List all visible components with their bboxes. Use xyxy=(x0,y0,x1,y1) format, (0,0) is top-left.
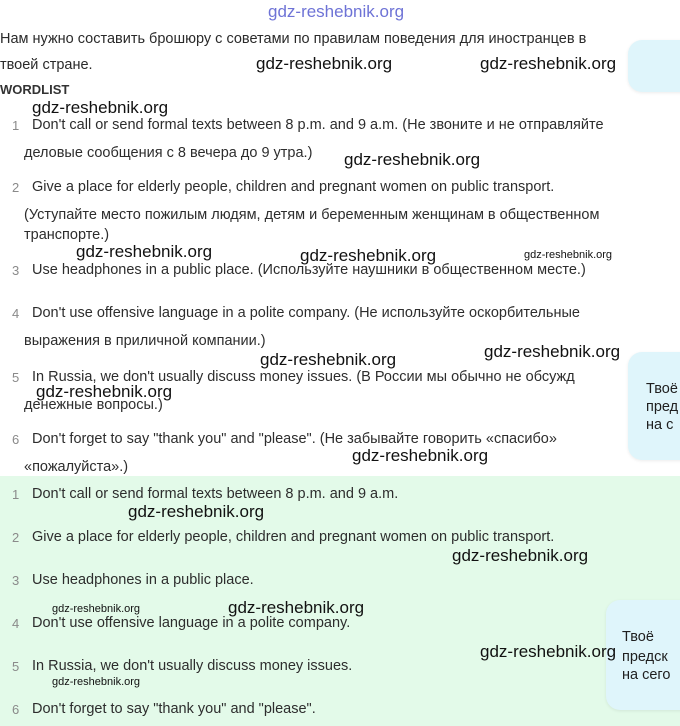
watermark: gdz-reshebnik.org xyxy=(32,98,169,117)
item-number: 3 xyxy=(12,573,20,588)
watermark: gdz-reshebnik.org xyxy=(128,502,265,521)
item-number: 1 xyxy=(12,118,20,133)
item-line: Use headphones in a public place. xyxy=(32,572,254,588)
watermark-top: gdz-reshebnik.org xyxy=(268,2,405,21)
item-line: Don't forget to say "thank you" and "please". xyxy=(32,701,316,717)
item-number: 4 xyxy=(12,616,20,631)
item-number: 6 xyxy=(12,432,20,447)
item-line: Don't forget to say "thank you" and "please". (Не забывайте говорить «спасибо» xyxy=(32,431,557,447)
watermark: gdz-reshebnik.org xyxy=(260,350,397,369)
watermark: gdz-reshebnik.org xyxy=(256,54,393,73)
watermark: gdz-reshebnik.org xyxy=(524,249,613,261)
intro-line-1: Нам нужно составить брошюру с советами по правилам поведения для иностранцев в xyxy=(0,31,587,47)
item-line: деловые сообщения с 8 вечера до 9 утра.) xyxy=(24,145,313,161)
watermark: gdz-reshebnik.org xyxy=(352,446,489,465)
item-line: (Уступайте место пожилым людям, детям и беременным женщинам в общественном xyxy=(24,207,600,223)
item-line: Don't call or send formal texts between 8 p.m. and 9 a.m. xyxy=(32,486,399,502)
item-line: In Russia, we don't usually discuss money issues. (В России мы обычно не обсужд xyxy=(32,369,575,385)
bubble-bottom-line: на сего xyxy=(622,667,671,683)
bubble-bottom-line: предск xyxy=(622,649,668,665)
wordlist-heading: WORDLIST xyxy=(0,82,70,97)
watermark: gdz-reshebnik.org xyxy=(344,150,481,169)
item-line: Don't use offensive language in a polite company. (Не используйте оскорбительные xyxy=(32,305,580,321)
watermark: gdz-reshebnik.org xyxy=(300,246,437,265)
watermark: gdz-reshebnik.org xyxy=(480,642,617,661)
item-number: 1 xyxy=(12,487,20,502)
watermark: gdz-reshebnik.org xyxy=(52,676,141,688)
watermark: gdz-reshebnik.org xyxy=(480,54,617,73)
item-line: транспорте.) xyxy=(24,227,110,243)
item-number: 4 xyxy=(12,306,20,321)
bubble-bottom-line: Твоё xyxy=(622,629,654,645)
item-number: 2 xyxy=(12,530,20,545)
intro-line-2: твоей стране. xyxy=(0,57,93,73)
item-line: Don't use offensive language in a polite company. xyxy=(32,615,351,631)
watermark: gdz-reshebnik.org xyxy=(228,598,365,617)
item-line: «пожалуйста».) xyxy=(24,459,129,475)
watermark: gdz-reshebnik.org xyxy=(52,603,141,615)
item-line: In Russia, we don't usually discuss money issues. xyxy=(32,658,353,674)
item-line: выражения в приличной компании.) xyxy=(24,333,266,349)
watermark: gdz-reshebnik.org xyxy=(484,342,621,361)
item-line: Give a place for elderly people, children and pregnant women on public transport. xyxy=(32,179,555,195)
item-number: 5 xyxy=(12,370,20,385)
bubble-middle-line: на с xyxy=(646,417,674,433)
item-number: 3 xyxy=(12,263,20,278)
watermark: gdz-reshebnik.org xyxy=(76,242,213,261)
item-number: 6 xyxy=(12,702,20,717)
item-line: Use headphones in a public place. (Используйте наушники в общественном месте.) xyxy=(32,262,586,278)
item-line: Don't call or send formal texts between 8 p.m. and 9 a.m. (Не звоните и не отправляйте xyxy=(32,117,604,133)
tip-bubble-top xyxy=(628,40,680,92)
bubble-middle-line: Твоё xyxy=(646,381,678,397)
item-line: Give a place for elderly people, children and pregnant women on public transport. xyxy=(32,529,555,545)
bubble-middle-line: пред xyxy=(646,399,679,415)
item-number: 2 xyxy=(12,180,20,195)
item-line: денежные вопросы.) xyxy=(24,397,163,413)
watermark: gdz-reshebnik.org xyxy=(36,382,173,401)
item-number: 5 xyxy=(12,659,20,674)
watermark: gdz-reshebnik.org xyxy=(452,546,589,565)
